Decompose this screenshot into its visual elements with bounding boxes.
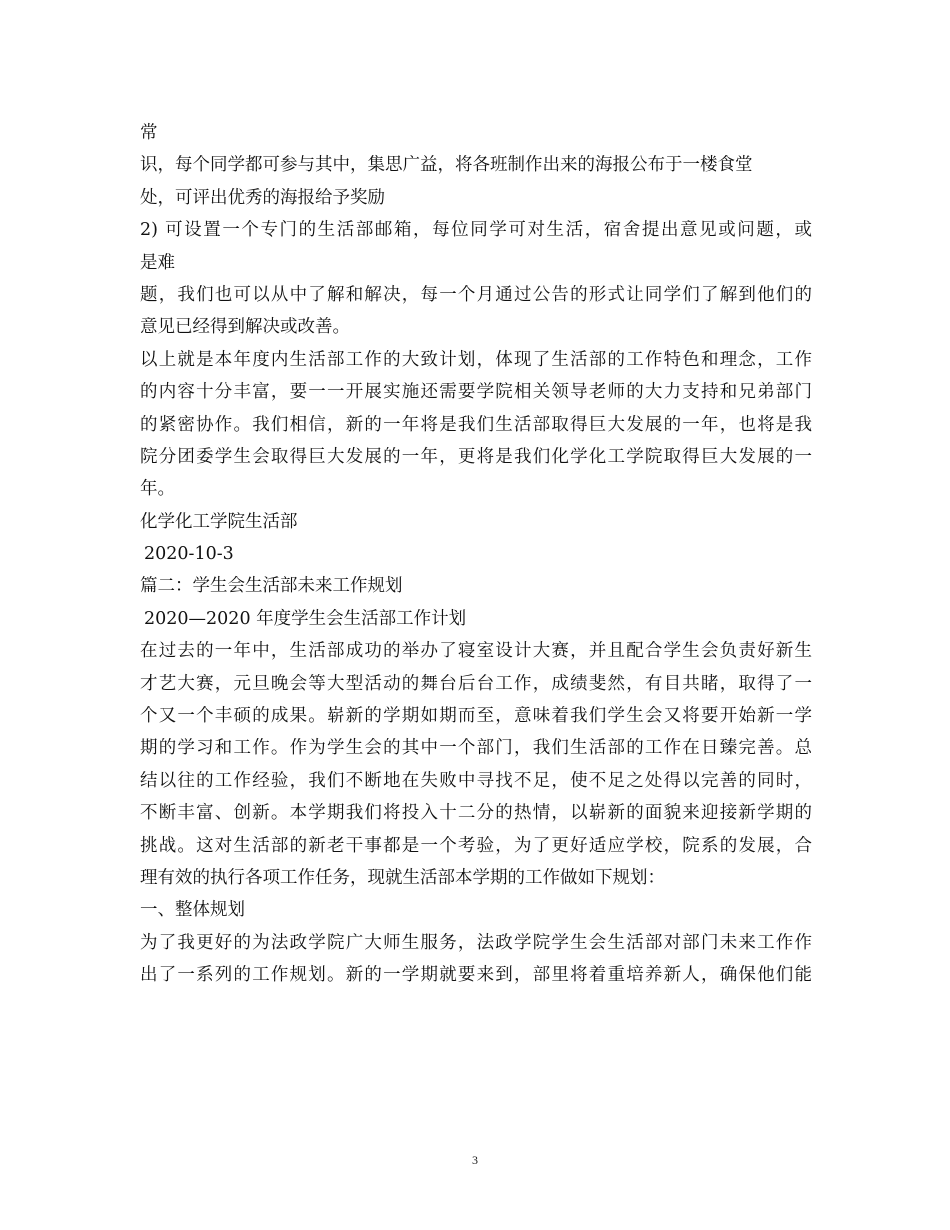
text-line: 挑战。这对生活部的新老干事都是一个考验，为了更好适应学校，院系的发展，合 [140,835,812,856]
text-line: 一、整体规划 [140,900,245,921]
text-line: 出了一系列的工作规划。新的一学期就要来到，部里将着重培养新人，确保他们能 [140,965,812,986]
text-line: 才艺大赛，元旦晚会等大型活动的舞台后台工作，成绩斐然，有目共睹，取得了一 [140,673,812,694]
text-line: 化学化工学院生活部 [140,511,298,532]
text-line: 理有效的执行各项工作任务，现就生活部本学期的工作做如下规划： [140,867,665,888]
document-body [140,117,812,992]
text-line: 2020—2020 年度学生会生活部工作计划 [144,608,467,629]
text-line: 院分团委学生会取得巨大发展的一年，更将是我们化学化工学院取得巨大发展的一 [140,446,812,467]
text-line: 不断丰富、创新。本学期我们将投入十二分的热情，以崭新的面貌来迎接新学期的 [140,803,812,824]
text-line: 题，我们也可以从中了解和解决，每一个月通过公告的形式让同学们了解到他们的 [140,284,812,305]
text-line: 年。 [140,479,175,500]
text-line: 是难 [140,252,175,273]
text-line: 篇二：学生会生活部未来工作规划 [140,576,403,597]
text-line: 的内容十分丰富，要一一开展实施还需要学院相关领导老师的大力支持和兄弟部门 [140,382,812,403]
text-line: 常 [140,123,158,143]
text-line: 2020-10-3 [144,544,234,565]
text-line: 意见已经得到解决或改善。 [140,317,350,338]
text-line: 2) 可设置一个专门的生活部邮箱，每位同学可对生活，宿舍提出意见或问题，或 [140,220,812,241]
text-line: 为了我更好的为法政学院广大师生服务，法政学院学生会生活部对部门未来工作作 [140,932,812,953]
text-line: 结以往的工作经验，我们不断地在失败中寻找不足，使不足之处得以完善的同时， [140,770,812,791]
text-line: 个又一个丰硕的成果。崭新的学期如期而至，意味着我们学生会又将要开始新一学 [140,706,812,727]
text-line: 的紧密协作。我们相信，新的一年将是我们生活部取得巨大发展的一年，也将是我 [140,414,812,435]
page-number: 3 [472,1153,478,1167]
text-line: 期的学习和工作。作为学生会的其中一个部门，我们生活部的工作在日臻完善。总 [140,738,812,759]
text-line: 以上就是本年度内生活部工作的大致计划，体现了生活部的工作特色和理念，工作 [140,349,812,370]
text-line: 处，可评出优秀的海报给予奖励 [140,187,385,208]
text-line: 识，每个同学都可参与其中，集思广益，将各班制作出来的海报公布于一楼食堂 [140,155,753,176]
text-line: 在过去的一年中，生活部成功的举办了寝室设计大赛，并且配合学生会负责好新生 [140,641,812,662]
